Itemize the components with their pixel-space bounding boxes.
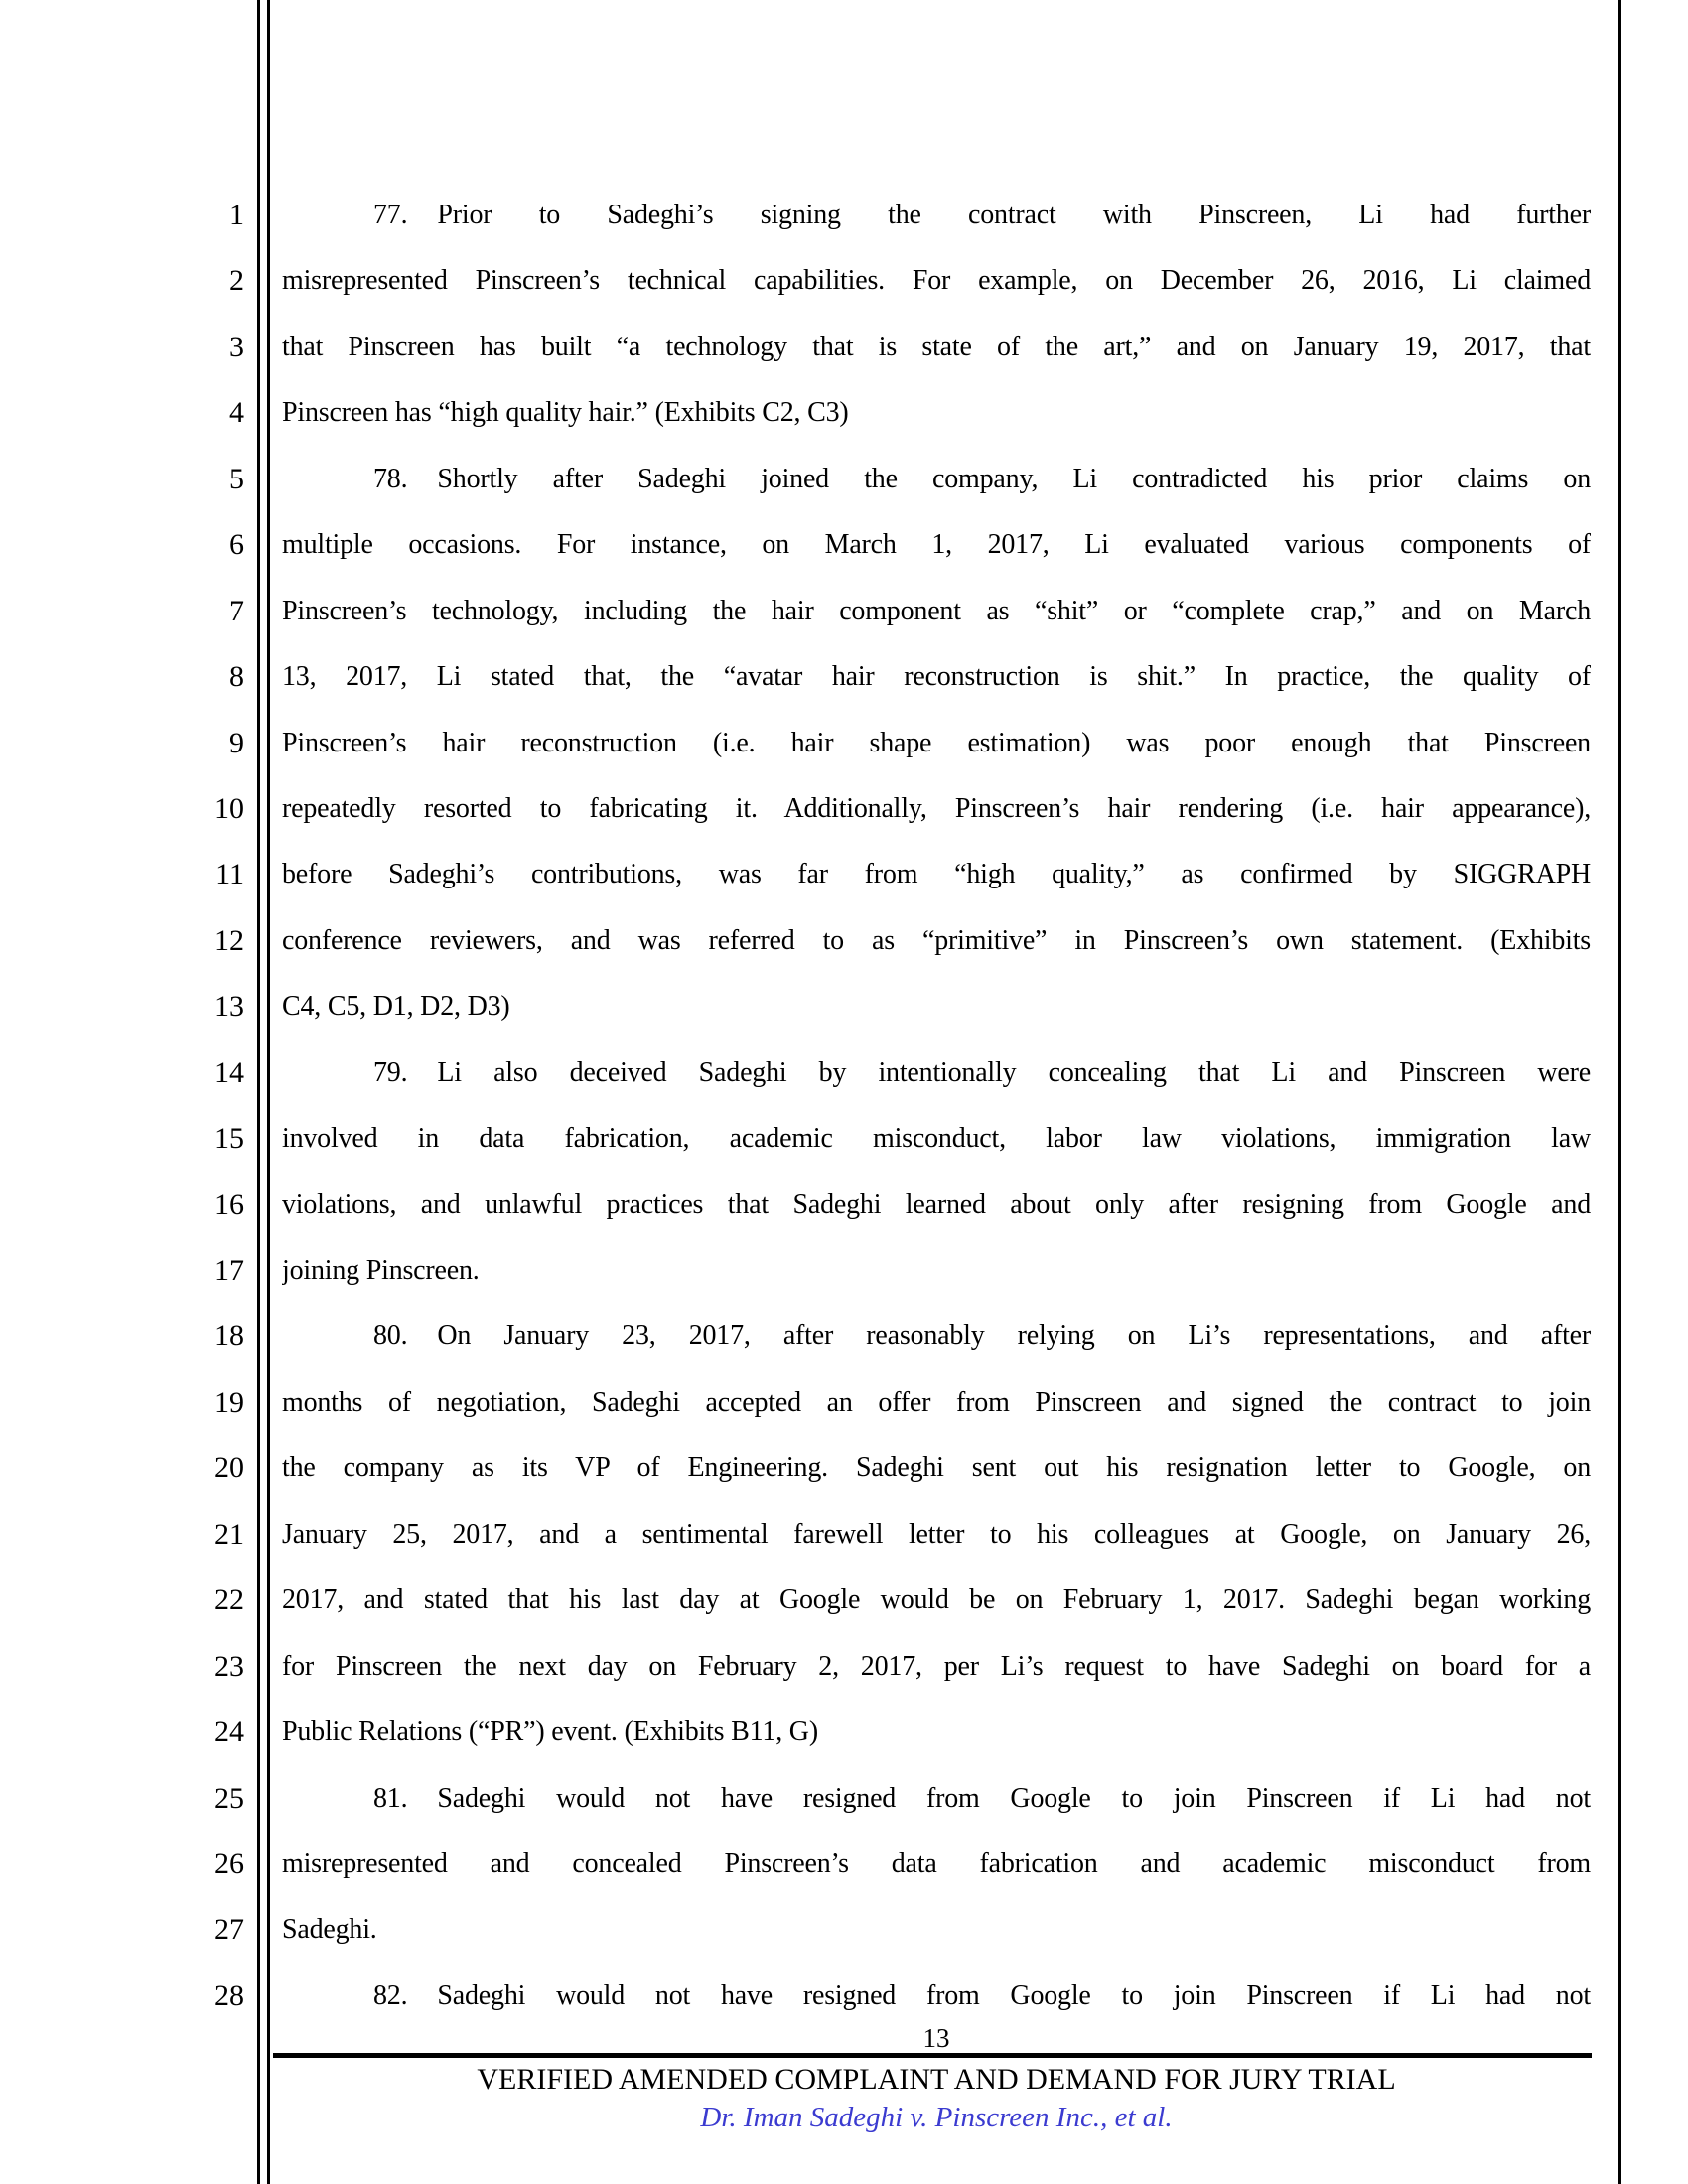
line-content: Sadeghi would not have resigned from Google to join Pinscreen if Li had not xyxy=(437,1782,1591,1814)
line-content: Pinscreen’s hair reconstruction (i.e. hair shape estimation) was poor enough that Pinscreen xyxy=(282,727,1591,758)
line-content: multiple occasions. For instance, on March 1, 2017, Li evaluated various components of xyxy=(282,529,1591,561)
body-line-text xyxy=(282,644,1591,710)
line-content: violations, and unlawful practices that Sadeghi learned about only after resigning from Google and xyxy=(282,1188,1591,1220)
line-number: 14 xyxy=(214,1055,244,1089)
line-content: 2017, and stated that his last day at Google would be on February 1, 2017. Sadeghi began working xyxy=(282,1584,1591,1616)
line-number: 7 xyxy=(229,594,244,627)
footer-title: VERIFIED AMENDED COMPLAINT AND DEMAND FOR JURY TRIAL xyxy=(477,2063,1396,2096)
body-line-text xyxy=(282,1435,1591,1501)
body-line-text xyxy=(282,447,1591,512)
body-line-row xyxy=(0,1370,1688,1435)
body-line-text xyxy=(282,974,1591,1039)
line-content: 13, 2017, Li stated that, the “avatar hair reconstruction is shit.” In practice, the quality of xyxy=(282,661,1591,693)
line-number: 2 xyxy=(229,264,244,298)
line-number: 8 xyxy=(229,660,244,694)
body-line-text xyxy=(282,380,1591,446)
body-line-text xyxy=(282,1897,1591,1963)
line-content: Sadeghi. xyxy=(282,1914,377,1946)
body-line-row xyxy=(0,1172,1688,1238)
body-line-text xyxy=(282,248,1591,314)
line-number: 15 xyxy=(214,1122,244,1156)
body-line-text xyxy=(282,1700,1591,1765)
line-number: 13 xyxy=(214,990,244,1024)
body-line-text xyxy=(282,1766,1591,1832)
line-content: Pinscreen’s technology, including the hair component as “shit” or “complete crap,” and on March xyxy=(282,595,1591,626)
body-line-text xyxy=(282,1172,1591,1238)
paragraph-number: 80. xyxy=(373,1320,408,1352)
body-line-text xyxy=(282,908,1591,974)
body-line-text xyxy=(282,1832,1591,1897)
line-number: 27 xyxy=(214,1913,244,1947)
body-line-text xyxy=(282,512,1591,578)
line-content: On January 23, 2017, after reasonably relying on Li’s representations, and after xyxy=(437,1320,1591,1352)
body-line-row xyxy=(0,1832,1688,1897)
line-content: misrepresented and concealed Pinscreen’s data fabrication and academic misconduct from xyxy=(282,1847,1591,1879)
paragraph-number: 77. xyxy=(373,200,408,230)
line-number: 10 xyxy=(214,791,244,825)
line-number: 5 xyxy=(229,462,244,495)
line-number: 24 xyxy=(214,1715,244,1749)
body-line-text xyxy=(282,776,1591,842)
body-line-text xyxy=(282,711,1591,776)
body-line-text xyxy=(282,1238,1591,1303)
body-line-row xyxy=(0,644,1688,710)
line-content: January 25, 2017, and a sentimental farewell letter to his colleagues at Google, on January 26, xyxy=(282,1518,1591,1550)
body-line-row xyxy=(0,1766,1688,1832)
line-number: 25 xyxy=(214,1781,244,1815)
body-line-row xyxy=(0,1303,1688,1369)
line-number: 28 xyxy=(214,1979,244,2012)
paragraph-number: 79. xyxy=(373,1056,408,1088)
line-number: 23 xyxy=(214,1649,244,1683)
line-content: C4, C5, D1, D2, D3) xyxy=(282,991,510,1023)
body-line-row xyxy=(0,1700,1688,1765)
footer-case-caption: Dr. Iman Sadeghi v. Pinscreen Inc., et al. xyxy=(700,2102,1173,2133)
line-content: for Pinscreen the next day on February 2, 2017, per Li’s request to have Sadeghi on board for a xyxy=(282,1650,1591,1682)
body-line-row xyxy=(0,1502,1688,1568)
line-content: Public Relations (“PR”) event. (Exhibits B11, G) xyxy=(282,1716,818,1748)
body-line-text xyxy=(282,1370,1591,1435)
line-content: joining Pinscreen. xyxy=(282,1255,480,1286)
line-content: repeatedly resorted to fabricating it. Additionally, Pinscreen’s hair rendering (i.e. hair appearance), xyxy=(282,792,1591,824)
line-content: involved in data fabrication, academic misconduct, labor law violations, immigration law xyxy=(282,1123,1591,1155)
line-number: 26 xyxy=(214,1846,244,1880)
line-number: 3 xyxy=(229,330,244,363)
page-number: 13 xyxy=(922,2023,950,2053)
body-line-text xyxy=(282,183,1591,248)
body-line-text xyxy=(282,579,1591,644)
line-number: 12 xyxy=(214,923,244,957)
line-number: 9 xyxy=(229,726,244,759)
line-number: 11 xyxy=(215,858,244,891)
body-line-row xyxy=(0,1568,1688,1633)
body-line-row xyxy=(0,447,1688,512)
body-line-row xyxy=(0,1040,1688,1106)
footer-rule xyxy=(273,2053,1592,2058)
line-content: Li also deceived Sadeghi by intentionally concealing that Li and Pinscreen were xyxy=(437,1056,1591,1088)
body-line-text xyxy=(282,1964,1591,2029)
line-content: Sadeghi would not have resigned from Google to join Pinscreen if Li had not xyxy=(437,1979,1591,2011)
body-line-row xyxy=(0,380,1688,446)
line-number: 18 xyxy=(214,1319,244,1353)
line-number: 6 xyxy=(229,528,244,562)
body-line-text xyxy=(282,1568,1591,1633)
body-line-row xyxy=(0,1634,1688,1700)
line-content: the company as its VP of Engineering. Sadeghi sent out his resignation letter to Google, on xyxy=(282,1452,1591,1484)
body-line-text xyxy=(282,1303,1591,1369)
line-number: 16 xyxy=(214,1187,244,1221)
body-line-row xyxy=(0,1897,1688,1963)
body-line-row xyxy=(0,512,1688,578)
body-line-row xyxy=(0,1964,1688,2029)
line-number: 1 xyxy=(229,199,244,231)
body-line-text xyxy=(282,1634,1591,1700)
line-number: 17 xyxy=(214,1254,244,1287)
line-content: Shortly after Sadeghi joined the company, Li contradicted his prior claims on xyxy=(437,463,1591,494)
line-content: Pinscreen has “high quality hair.” (Exhibits C2, C3) xyxy=(282,397,849,429)
body-line-row xyxy=(0,1435,1688,1501)
body-line-text xyxy=(282,842,1591,907)
body-line-row xyxy=(0,711,1688,776)
body-line-text xyxy=(282,1502,1591,1568)
body-line-text xyxy=(282,1040,1591,1106)
paragraph-number: 81. xyxy=(373,1782,408,1814)
line-content: Prior to Sadeghi’s signing the contract with Pinscreen, Li had further xyxy=(437,200,1591,230)
line-number: 4 xyxy=(229,396,244,430)
body-line-text xyxy=(282,315,1591,380)
body-line-text xyxy=(282,1106,1591,1171)
line-content: conference reviewers, and was referred to as “primitive” in Pinscreen’s own statement. (Exhibits xyxy=(282,924,1591,956)
body-line-row xyxy=(0,908,1688,974)
line-content: before Sadeghi’s contributions, was far from “high quality,” as confirmed by SIGGRAPH xyxy=(282,859,1591,890)
body-line-row xyxy=(0,1106,1688,1171)
line-number: 20 xyxy=(214,1451,244,1485)
body-line-row xyxy=(0,842,1688,907)
paragraph-number: 82. xyxy=(373,1979,408,2011)
body-line-row xyxy=(0,183,1688,248)
line-number: 21 xyxy=(214,1517,244,1551)
line-content: months of negotiation, Sadeghi accepted an offer from Pinscreen and signed the contract to join xyxy=(282,1386,1591,1418)
line-number: 19 xyxy=(214,1385,244,1419)
body-line-row xyxy=(0,248,1688,314)
body-line-row xyxy=(0,1238,1688,1303)
paragraph-number: 78. xyxy=(373,463,408,494)
body-line-row xyxy=(0,974,1688,1039)
line-content: that Pinscreen has built “a technology that is state of the art,” and on January 19, 2017, that xyxy=(282,331,1591,362)
line-content: misrepresented Pinscreen’s technical capabilities. For example, on December 26, 2016, Li claimed xyxy=(282,265,1591,297)
line-number: 22 xyxy=(214,1583,244,1617)
body-line-row xyxy=(0,579,1688,644)
body-line-row xyxy=(0,315,1688,380)
body-line-row xyxy=(0,776,1688,842)
body-text-block xyxy=(0,183,1688,2029)
